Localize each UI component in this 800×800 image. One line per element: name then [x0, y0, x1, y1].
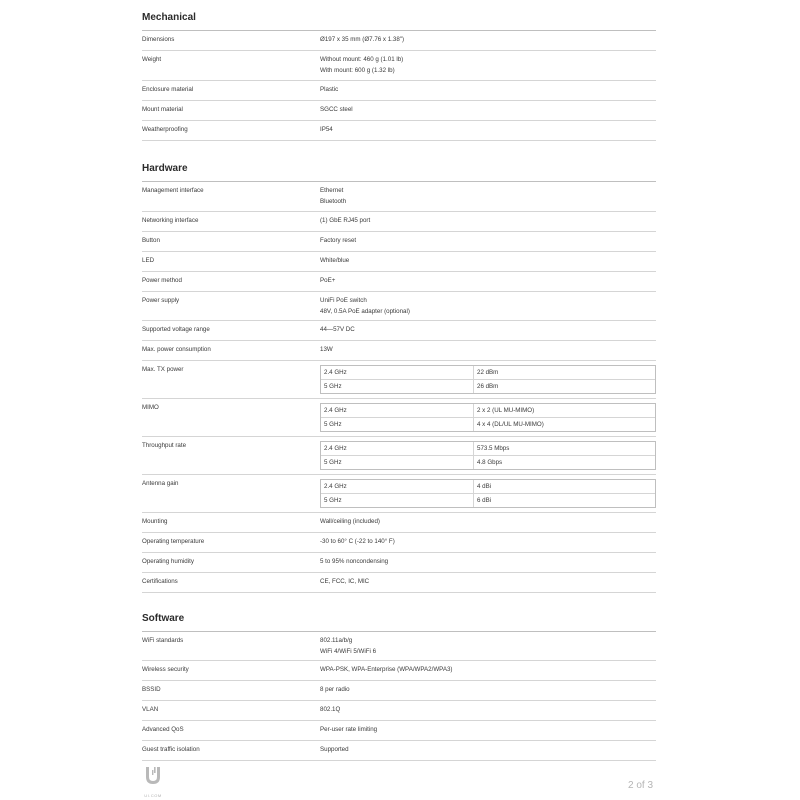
band-value-cell: 26 dBm [477, 383, 499, 390]
spec-value [320, 632, 656, 657]
band-value-cell: 4.8 Gbps [477, 459, 503, 466]
spec-row [142, 437, 656, 475]
spec-label: BSSID [142, 686, 161, 693]
spec-value-line: 44—57V DC [320, 326, 355, 333]
spec-label: MIMO [142, 404, 159, 411]
spec-row [142, 721, 656, 741]
section-title: Hardware [142, 163, 188, 174]
subtable-row [321, 379, 655, 393]
spec-label: WiFi standards [142, 637, 184, 644]
spec-row [142, 252, 656, 272]
spec-row [142, 121, 656, 141]
spec-row [142, 632, 656, 661]
spec-row [142, 341, 656, 361]
spec-value [320, 437, 656, 470]
spec-value [320, 553, 656, 568]
spec-label: Management interface [142, 187, 204, 194]
spec-row [142, 475, 656, 513]
page-number: 2 of 3 [628, 780, 654, 791]
spec-value-line: UniFi PoE switch [320, 297, 367, 304]
section-mechanical [142, 12, 656, 141]
spec-value-line: (1) GbE RJ45 port [320, 217, 371, 224]
spec-row [142, 232, 656, 252]
spec-label: Max. TX power [142, 366, 184, 373]
spec-value [320, 475, 656, 508]
spec-value-line: Wall/ceiling (included) [320, 518, 380, 525]
spec-label: Wireless security [142, 666, 189, 673]
spec-label: Guest traffic isolation [142, 746, 200, 753]
spec-row [142, 681, 656, 701]
spec-value [320, 272, 656, 287]
brand-text: UI.COM [144, 793, 162, 798]
spec-label: Supported voltage range [142, 326, 210, 333]
spec-rows [142, 31, 656, 141]
spec-value-line: Without mount: 460 g (1.01 lb) [320, 56, 404, 63]
spec-value-line: White/blue [320, 257, 350, 264]
spec-subtable [320, 403, 656, 432]
spec-label: Max. power consumption [142, 346, 211, 353]
spec-row [142, 741, 656, 761]
subtable-row [321, 493, 655, 507]
band-cell: 5 GHz [321, 418, 474, 431]
section-software [142, 613, 656, 761]
spec-label: Power method [142, 277, 182, 284]
spec-value-line: Per-user rate limiting [320, 726, 378, 733]
spec-label: Mounting [142, 518, 168, 525]
spec-value [320, 533, 656, 548]
spec-rows [142, 632, 656, 761]
spec-value [320, 573, 656, 588]
spec-label: Antenna gain [142, 480, 179, 487]
band-value-cell: 6 dBi [477, 497, 492, 504]
spec-label: Enclosure material [142, 86, 194, 93]
section-title: Software [142, 613, 185, 624]
spec-value-line: Supported [320, 746, 349, 753]
section-title: Mechanical [142, 12, 196, 23]
spec-subtable [320, 441, 656, 470]
spec-value-line: 5 to 95% noncondensing [320, 558, 389, 565]
spec-label: Operating humidity [142, 558, 194, 565]
spec-label: Button [142, 237, 160, 244]
band-cell: 2.4 GHz [321, 366, 474, 379]
spec-row [142, 292, 656, 321]
spec-value-line: 13W [320, 346, 333, 353]
spec-value-line: IP54 [320, 126, 333, 133]
spec-value-line: CE, FCC, IC, MIC [320, 578, 370, 585]
spec-rows [142, 182, 656, 593]
spec-row [142, 212, 656, 232]
spec-label: Advanced QoS [142, 726, 184, 733]
spec-subtable [320, 479, 656, 508]
band-value-cell: 4 x 4 (DL/UL MU-MIMO) [477, 421, 544, 428]
ubiquiti-u-icon [143, 765, 163, 787]
spec-label: Throughput rate [142, 442, 187, 449]
spec-value [320, 661, 656, 676]
spec-label: LED [142, 257, 155, 264]
spec-row [142, 51, 656, 81]
spec-label: Weatherproofing [142, 126, 188, 133]
spec-value-line: Bluetooth [320, 197, 347, 205]
spec-row [142, 513, 656, 533]
spec-row [142, 361, 656, 399]
band-value-cell: 2 x 2 (UL MU-MIMO) [477, 407, 535, 414]
spec-value [320, 681, 656, 696]
footer-logo [142, 765, 164, 798]
spec-value-line: 802.11a/b/g [320, 637, 353, 644]
spec-value-line: WPA-PSK, WPA-Enterprise (WPA/WPA2/WPA3) [320, 666, 453, 673]
spec-label: Certifications [142, 578, 178, 585]
spec-label: Weight [142, 56, 162, 63]
spec-value-line: WiFi 4/WiFi 5/WiFi 6 [320, 647, 377, 655]
spec-value [320, 232, 656, 247]
band-cell: 5 GHz [321, 494, 474, 507]
spec-row [142, 272, 656, 292]
spec-row [142, 81, 656, 101]
spec-value [320, 101, 656, 116]
spec-label: VLAN [142, 706, 159, 713]
band-cell: 2.4 GHz [321, 442, 474, 455]
spec-value [320, 741, 656, 756]
band-cell: 5 GHz [321, 456, 474, 469]
spec-value [320, 212, 656, 227]
spec-row [142, 101, 656, 121]
subtable-row [321, 442, 655, 455]
subtable-row [321, 417, 655, 431]
spec-value [320, 399, 656, 432]
band-value-cell: 573.5 Mbps [477, 445, 510, 452]
band-cell: 2.4 GHz [321, 480, 474, 493]
spec-value [320, 121, 656, 136]
spec-row [142, 553, 656, 573]
spec-value-line: Factory reset [320, 237, 357, 244]
spec-label: Mount material [142, 106, 183, 113]
spec-value-line: Ethernet [320, 187, 344, 194]
spec-row [142, 321, 656, 341]
spec-value [320, 81, 656, 96]
spec-value-line: 48V, 0.5A PoE adapter (optional) [320, 307, 410, 315]
spec-value [320, 721, 656, 736]
spec-value [320, 361, 656, 394]
spec-value-line: Ø197 x 35 mm (Ø7.76 x 1.38") [320, 36, 405, 43]
spec-value [320, 321, 656, 336]
spec-value-line: SGCC steel [320, 106, 353, 113]
spec-row [142, 573, 656, 593]
spec-value [320, 341, 656, 356]
spec-row [142, 31, 656, 51]
spec-row [142, 661, 656, 681]
spec-row [142, 399, 656, 437]
spec-value-line: 8 per radio [320, 686, 350, 693]
spec-value-line: Plastic [320, 86, 339, 93]
spec-value [320, 252, 656, 267]
subtable-row [321, 404, 655, 417]
band-cell: 5 GHz [321, 380, 474, 393]
spec-value [320, 513, 656, 528]
spec-value-line: PoE+ [320, 277, 336, 284]
spec-label: Operating temperature [142, 538, 205, 545]
spec-value-line: -30 to 60° C (-22 to 140° F) [320, 538, 395, 545]
band-cell: 2.4 GHz [321, 404, 474, 417]
spec-row [142, 533, 656, 553]
band-value-cell: 4 dBi [477, 483, 492, 490]
spec-row [142, 701, 656, 721]
spec-value [320, 182, 656, 207]
spec-label: Networking interface [142, 217, 199, 224]
spec-value [320, 51, 656, 76]
subtable-row [321, 480, 655, 493]
spec-row [142, 182, 656, 212]
subtable-row [321, 366, 655, 379]
subtable-row [321, 455, 655, 469]
spec-value-line: With mount: 600 g (1.32 lb) [320, 66, 395, 74]
band-value-cell: 22 dBm [477, 369, 499, 376]
spec-subtable [320, 365, 656, 394]
spec-label: Power supply [142, 297, 180, 304]
spec-value-line: 802.1Q [320, 706, 341, 713]
spec-value [320, 31, 656, 46]
spec-label: Dimensions [142, 36, 175, 43]
section-hardware [142, 163, 656, 593]
spec-value [320, 292, 656, 317]
spec-value [320, 701, 656, 716]
